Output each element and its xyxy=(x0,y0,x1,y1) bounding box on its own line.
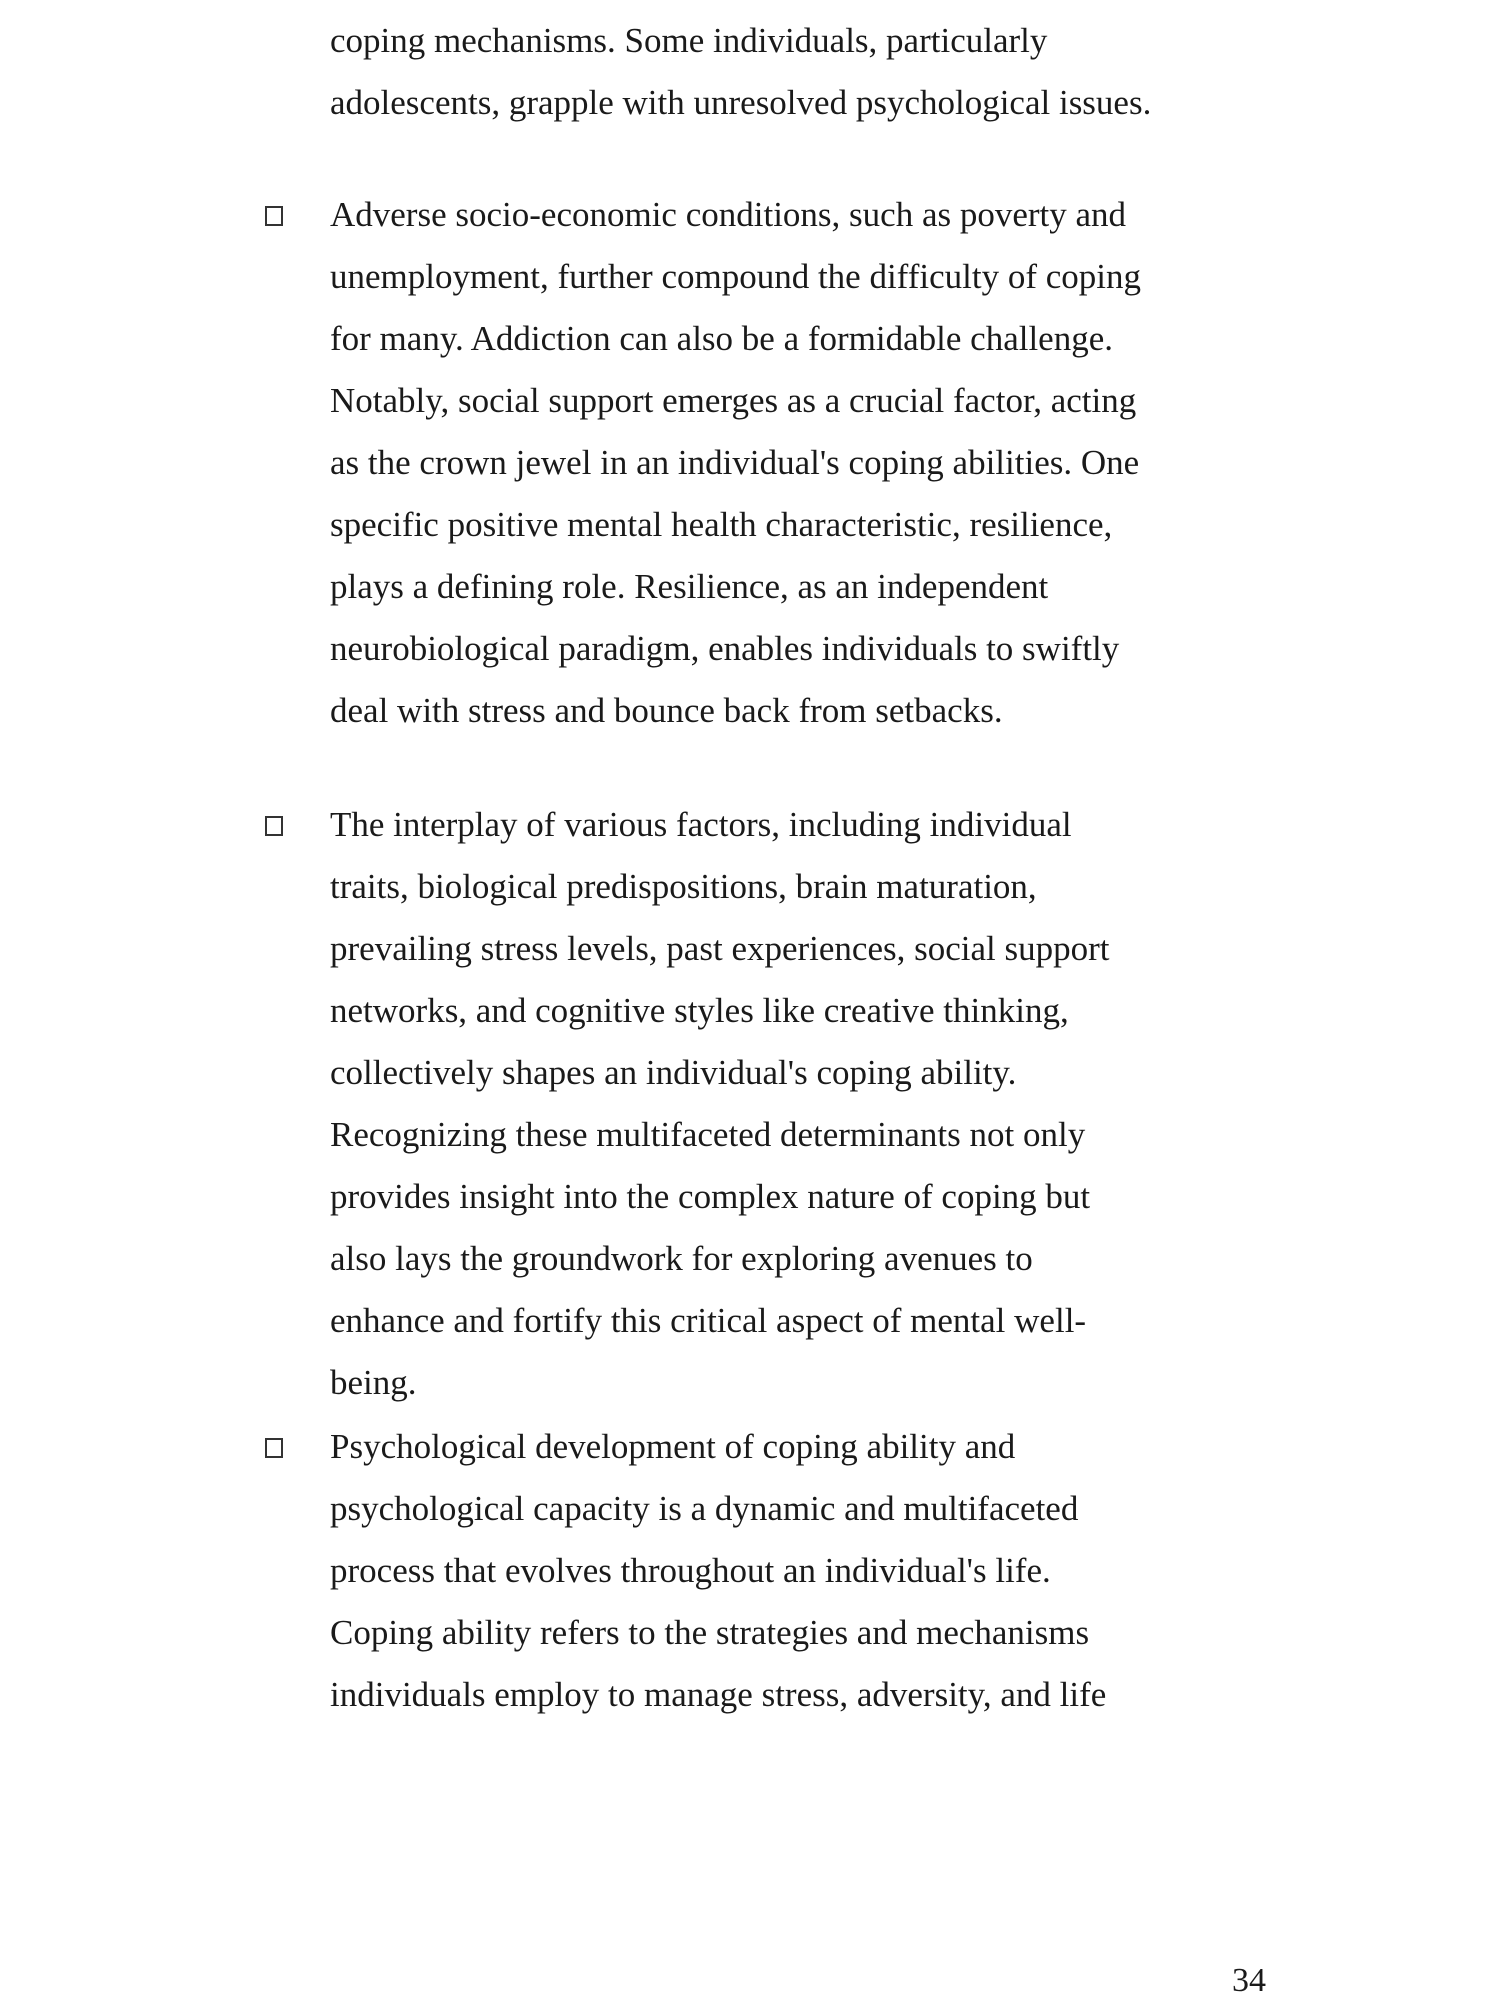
checkbox-bullet-icon xyxy=(265,816,283,836)
paragraph-line: unemployment, further compound the difficulty of coping xyxy=(330,257,1141,296)
page-number: 34 xyxy=(1232,1962,1266,1999)
paragraph-line: prevailing stress levels, past experiences, social support xyxy=(330,929,1110,968)
paragraph-line: also lays the groundwork for exploring avenues to xyxy=(330,1239,1033,1278)
paragraph-line: collectively shapes an individual's coping ability. xyxy=(330,1053,1017,1092)
bullet-paragraph-psychological-development xyxy=(330,1416,1310,1726)
paragraph-line: being. xyxy=(330,1363,417,1402)
paragraph-line: Recognizing these multifaceted determinants not only xyxy=(330,1115,1086,1154)
paragraph-line: psychological capacity is a dynamic and multifaceted xyxy=(330,1489,1079,1528)
paragraph-line: Notably, social support emerges as a crucial factor, acting xyxy=(330,381,1137,420)
paragraph-line: Psychological development of coping ability and xyxy=(330,1427,1016,1466)
paragraph-line: specific positive mental health characteristic, resilience, xyxy=(330,505,1113,544)
paragraph-line: networks, and cognitive styles like creative thinking, xyxy=(330,991,1069,1030)
paragraph-line: as the crown jewel in an individual's coping abilities. One xyxy=(330,443,1140,482)
paragraph-line: enhance and fortify this critical aspect of mental well- xyxy=(330,1301,1087,1340)
paragraph-line: provides insight into the complex nature of coping but xyxy=(330,1177,1091,1216)
paragraph-line: process that evolves throughout an individual's life. xyxy=(330,1551,1051,1590)
paragraph-line: coping mechanisms. Some individuals, particularly xyxy=(330,21,1048,60)
paragraph-line: adolescents, grapple with unresolved psychological issues. xyxy=(330,83,1152,122)
bullet-paragraph-socio-economic xyxy=(330,184,1310,742)
paragraph-line: individuals employ to manage stress, adversity, and life xyxy=(330,1675,1107,1714)
paragraph-line: Adverse socio-economic conditions, such as poverty and xyxy=(330,195,1127,234)
paragraph-line: for many. Addiction can also be a formidable challenge. xyxy=(330,319,1114,358)
paragraph-line: plays a defining role. Resilience, as an independent xyxy=(330,567,1049,606)
checkbox-bullet-icon xyxy=(265,206,283,226)
paragraph-line: traits, biological predispositions, brain maturation, xyxy=(330,867,1037,906)
continuation-paragraph xyxy=(330,10,1310,134)
bullet-paragraph-interplay xyxy=(330,794,1310,1414)
paragraph-line: Coping ability refers to the strategies and mechanisms xyxy=(330,1613,1090,1652)
paragraph-line: The interplay of various factors, including individual xyxy=(330,805,1072,844)
paragraph-line: deal with stress and bounce back from setbacks. xyxy=(330,691,1003,730)
paragraph-line: neurobiological paradigm, enables individuals to swiftly xyxy=(330,629,1120,668)
checkbox-bullet-icon xyxy=(265,1438,283,1458)
